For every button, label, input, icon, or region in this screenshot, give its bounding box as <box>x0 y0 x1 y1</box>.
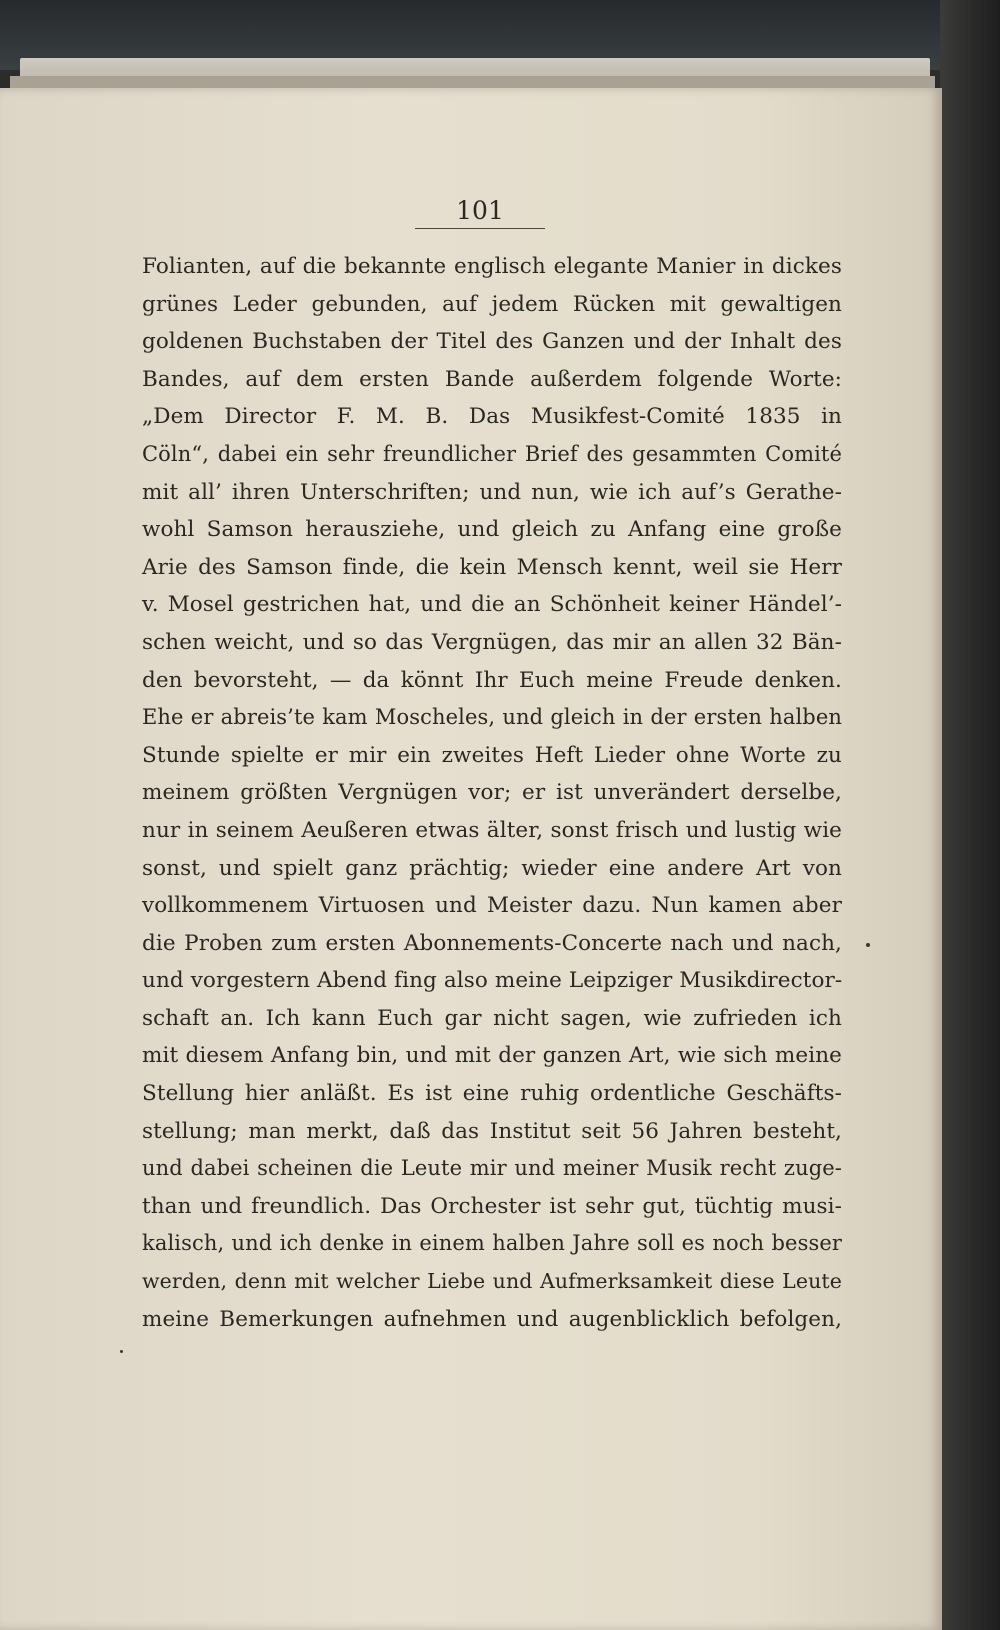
text-line: die Proben zum ersten Abonnements-Concerte nach und nach, <box>142 930 842 956</box>
text-line: und vorgestern Abend fing also meine Leipziger Musikdirector- <box>142 968 843 994</box>
text-line: Stellung hier anläßt. Es ist eine ruhig ordentliche Geschäfts- <box>142 1081 842 1107</box>
book-cover-right <box>940 0 1000 1630</box>
text-line: mit diesem Anfang bin, und mit der ganzen Art, wie sich meine <box>142 1043 842 1069</box>
text-line: wohl Samson herausziehe, und gleich zu Anfang eine große <box>142 517 842 543</box>
text-line: schen weicht, und so das Vergnügen, das mir an allen 32 Bän- <box>142 629 842 655</box>
text-line: vollkommenem Virtuosen und Meister dazu. Nun kamen aber <box>142 893 842 919</box>
body-text <box>142 248 842 1338</box>
text-line: werden, denn mit welcher Liebe und Aufmerksamkeit diese Leute <box>142 1269 842 1294</box>
text-line: v. Mosel gestrichen hat, und die an Schönheit keiner Händel’- <box>142 592 842 618</box>
text-line: sonst, und spielt ganz prächtig; wieder eine andere Art von <box>142 855 842 881</box>
text-line: „Dem Director F. M. B. Das Musikfest-Comité 1835 in <box>142 404 842 430</box>
text-line: grünes Leder gebunden, auf jedem Rücken mit gewaltigen <box>142 291 842 317</box>
text-line: Cöln“, dabei ein sehr freundlicher Brief des gesammten Comité <box>142 441 842 466</box>
text-line: Ehe er abreis’te kam Moscheles, und gleich in der ersten halben <box>142 705 842 730</box>
text-line: Arie des Samson finde, die kein Mensch kennt, weil sie Herr <box>142 554 842 580</box>
paper-speck <box>120 1350 123 1353</box>
text-line: den bevorsteht, — da könnt Ihr Euch meine Freude denken. <box>142 667 842 693</box>
text-line: Stunde spielte er mir ein zweites Heft Lieder ohne Worte zu <box>142 742 842 768</box>
text-line: Bandes, auf dem ersten Bande außerdem folgende Worte: <box>142 366 842 392</box>
text-line: nur in seinem Aeußeren etwas älter, sonst frisch und lustig wie <box>142 817 842 843</box>
text-line: mit all’ ihren Unterschriften; und nun, wie ich auf’s Gerathe- <box>142 479 842 505</box>
paper-speck <box>866 943 870 947</box>
page-number: 101 <box>456 196 504 225</box>
text-line: stellung; man merkt, daß das Institut seit 56 Jahren besteht, <box>142 1118 842 1144</box>
text-line: kalisch, und ich denke in einem halben Jahre soll es noch besser <box>142 1231 842 1256</box>
text-line: goldenen Buchstaben der Titel des Ganzen und der Inhalt des <box>142 329 842 355</box>
text-line: than und freundlich. Das Orchester ist sehr gut, tüchtig musi- <box>142 1193 842 1219</box>
text-line: Folianten, auf die bekannte englisch elegante Manier in dickes <box>142 254 842 279</box>
text-line: meinem größten Vergnügen vor; er ist unverändert derselbe, <box>142 780 842 806</box>
page-number-rule <box>415 228 545 229</box>
text-line: und dabei scheinen die Leute mir und meiner Musik recht zuge- <box>142 1156 842 1181</box>
text-line: meine Bemerkungen aufnehmen und augenblicklich befolgen, <box>142 1306 842 1332</box>
text-line: schaft an. Ich kann Euch gar nicht sagen, wie zufrieden ich <box>142 1005 842 1031</box>
book-page <box>0 88 942 1630</box>
